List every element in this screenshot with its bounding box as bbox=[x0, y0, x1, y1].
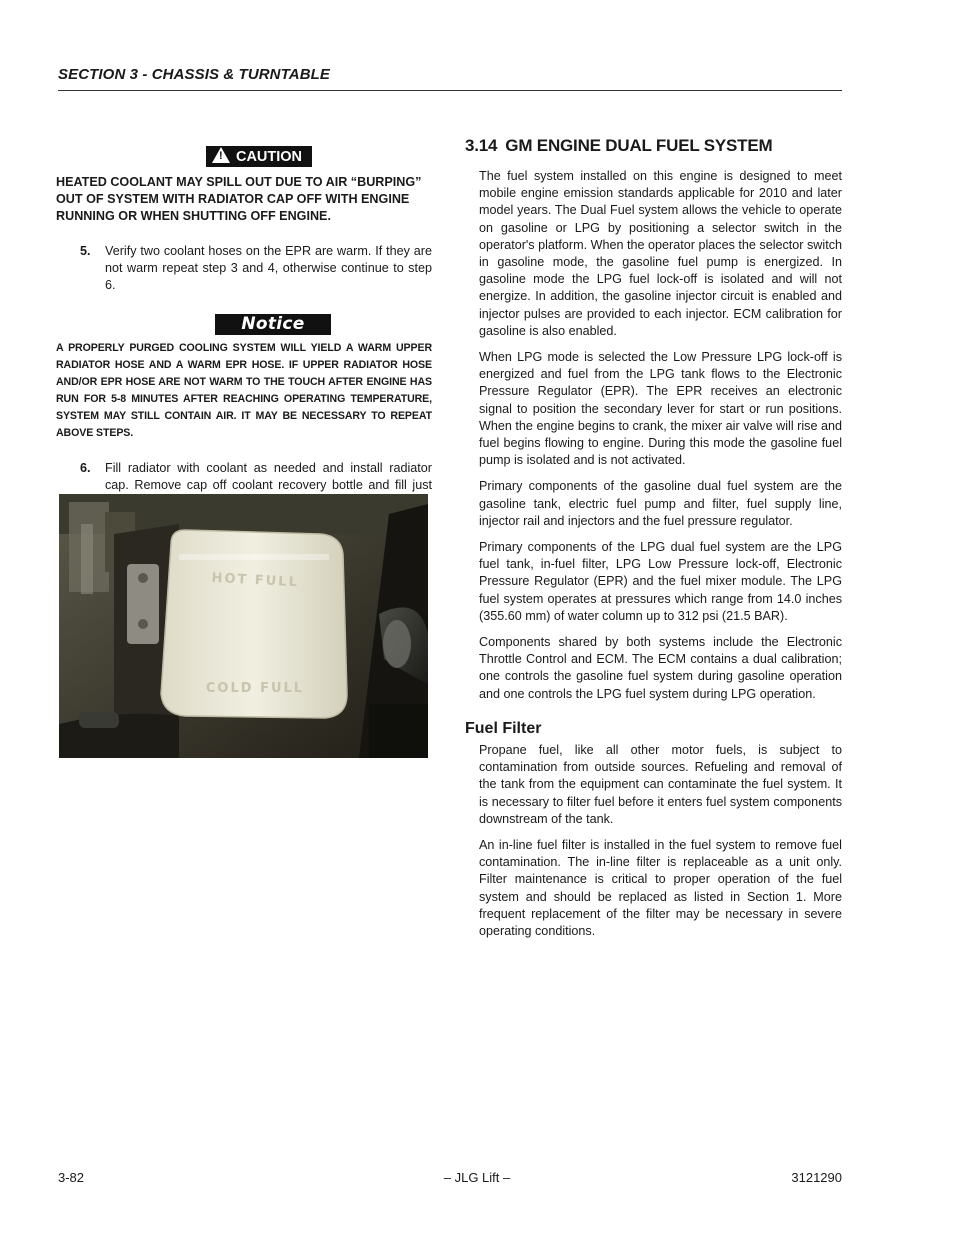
paragraph: When LPG mode is selected the Low Pressure LPG lock-off is energized and fuel from the LPG tank flows to the Electronic Pressure Regulator (EPR). The EPR receives an electronic signal to position the secondary lever for start or run positions. When the engine begins to crank, the mixer air valve will rise and fuel begins flowing to engine. During this mode the gasoline fuel pump is isolated and is not activated. bbox=[479, 350, 842, 468]
section-header-title: SECTION 3 - CHASSIS & TURNTABLE bbox=[58, 66, 331, 83]
notice-badge: Notice bbox=[215, 314, 331, 335]
fuel-filter-heading: Fuel Filter bbox=[465, 719, 542, 737]
paragraph: Primary components of the gasoline dual fuel system are the gasoline tank, electric fuel pump and filter, fuel supply line, injector rail and injectors and the fuel pressure regulator. bbox=[479, 479, 842, 528]
paragraph: Primary components of the LPG dual fuel system are the LPG fuel tank, in-fuel filter, LPG Low Pressure lock-off, Electronic Pressure Regulator (EPR) and the fuel mixer module. The LPG fuel system operates at pressures which range from 14.0 inches (355.60 mm) of water column up to 312 psi (21.5 BAR). bbox=[479, 540, 842, 623]
paragraph: Propane fuel, like all other motor fuels, is subject to contamination from outside sources. Refueling and removal of the tank from the equipment can contaminate the fuel system. It is necessary to filter fuel before it enters fuel system components downstream of the tank. bbox=[479, 742, 842, 826]
section-number: 3.14 bbox=[465, 136, 498, 155]
step-text: Fill radiator with coolant as needed and install radiator cap. Remove cap off coolant recovery bottle and fill just bbox=[105, 461, 432, 492]
section-heading bbox=[465, 136, 842, 158]
step-number: 5. bbox=[80, 244, 91, 258]
embossed-hot-full: HOT FULL bbox=[211, 570, 300, 591]
page-header bbox=[58, 66, 842, 83]
step-text: Verify two coolant hoses on the EPR are warm. If they are not warm repeat step 3 and 4, otherwise continue to step 6. bbox=[105, 244, 432, 292]
coolant-recovery-bottle-photo bbox=[59, 494, 428, 758]
step-number: 6. bbox=[80, 461, 91, 475]
header-rule bbox=[58, 90, 842, 91]
caution-label: CAUTION bbox=[235, 149, 303, 165]
left-column bbox=[56, 146, 432, 511]
embossed-cold-full: COLD FULL bbox=[205, 681, 305, 696]
coolant-bottle-illustration bbox=[59, 494, 428, 758]
paragraph: An in-line fuel filter is installed in the fuel system to remove fuel contamination. The in-line filter is replaceable as a unit only. Filter maintenance is critical to proper operation of the fuel system and should be replaced as listed in Section 1. More frequent replacement of the filter may be necessary in severe operating conditions. bbox=[479, 837, 842, 938]
section-title: GM ENGINE DUAL FUEL SYSTEM bbox=[505, 136, 773, 155]
document-number: 3121290 bbox=[791, 1170, 842, 1185]
caution-text: HEATED COOLANT MAY SPILL OUT DUE TO AIR “BURPING” OUT OF SYSTEM WITH RADIATOR CAP OFF WITH ENGINE RUNNING OR WHEN SHUTTING OFF ENGINE. bbox=[56, 175, 422, 223]
warning-triangle-icon bbox=[212, 147, 230, 163]
paragraph: The fuel system installed on this engine is designed to meet mobile engine emission standards applicable for 2010 and later model years. The Dual Fuel system allows the vehicle to operate on gasoline or LPG by positioning a selector switch in the operator's platform. When the operator places the selector switch in gasoline mode, the gasoline fuel pump is energized. In gasoline mode the LPG fuel lock-off is isolated and will not energize. In addition, the gasoline injector circuit is enabled and injector pulses are provided to each injector. ECM calibration for gasoline is also enabled. bbox=[479, 169, 842, 338]
caution-badge bbox=[206, 146, 312, 167]
right-column bbox=[465, 136, 842, 949]
page-number: 3-82 bbox=[58, 1170, 85, 1185]
caution-badge-row bbox=[56, 146, 432, 168]
step-5 bbox=[56, 243, 432, 294]
paragraph: Components shared by both systems include the Electronic Throttle Control and ECM. The ECM contains a dual calibration; one controls the gasoline fuel system during gasoline operation and one controls the LPG fuel system during LPG operation. bbox=[479, 635, 842, 701]
footer-brand: – JLG Lift – bbox=[443, 1170, 511, 1185]
notice-text: A PROPERLY PURGED COOLING SYSTEM WILL YIELD A WARM UPPER RADIATOR HOSE AND A WARM EPR HOSE. IF UPPER RADIATOR HOSE AND/OR EPR HOSE ARE NOT WARM TO THE TOUCH AFTER ENGINE HAS RUN FOR 5-8 MINUTES AFTER REACHING OPERATING TEMPERATURE, SYSTEM MAY STILL CONTAIN AIR. IT MAY BE NECESSARY TO REPEAT ABOVE STEPS. bbox=[56, 342, 432, 439]
notice-badge-row bbox=[56, 314, 432, 335]
